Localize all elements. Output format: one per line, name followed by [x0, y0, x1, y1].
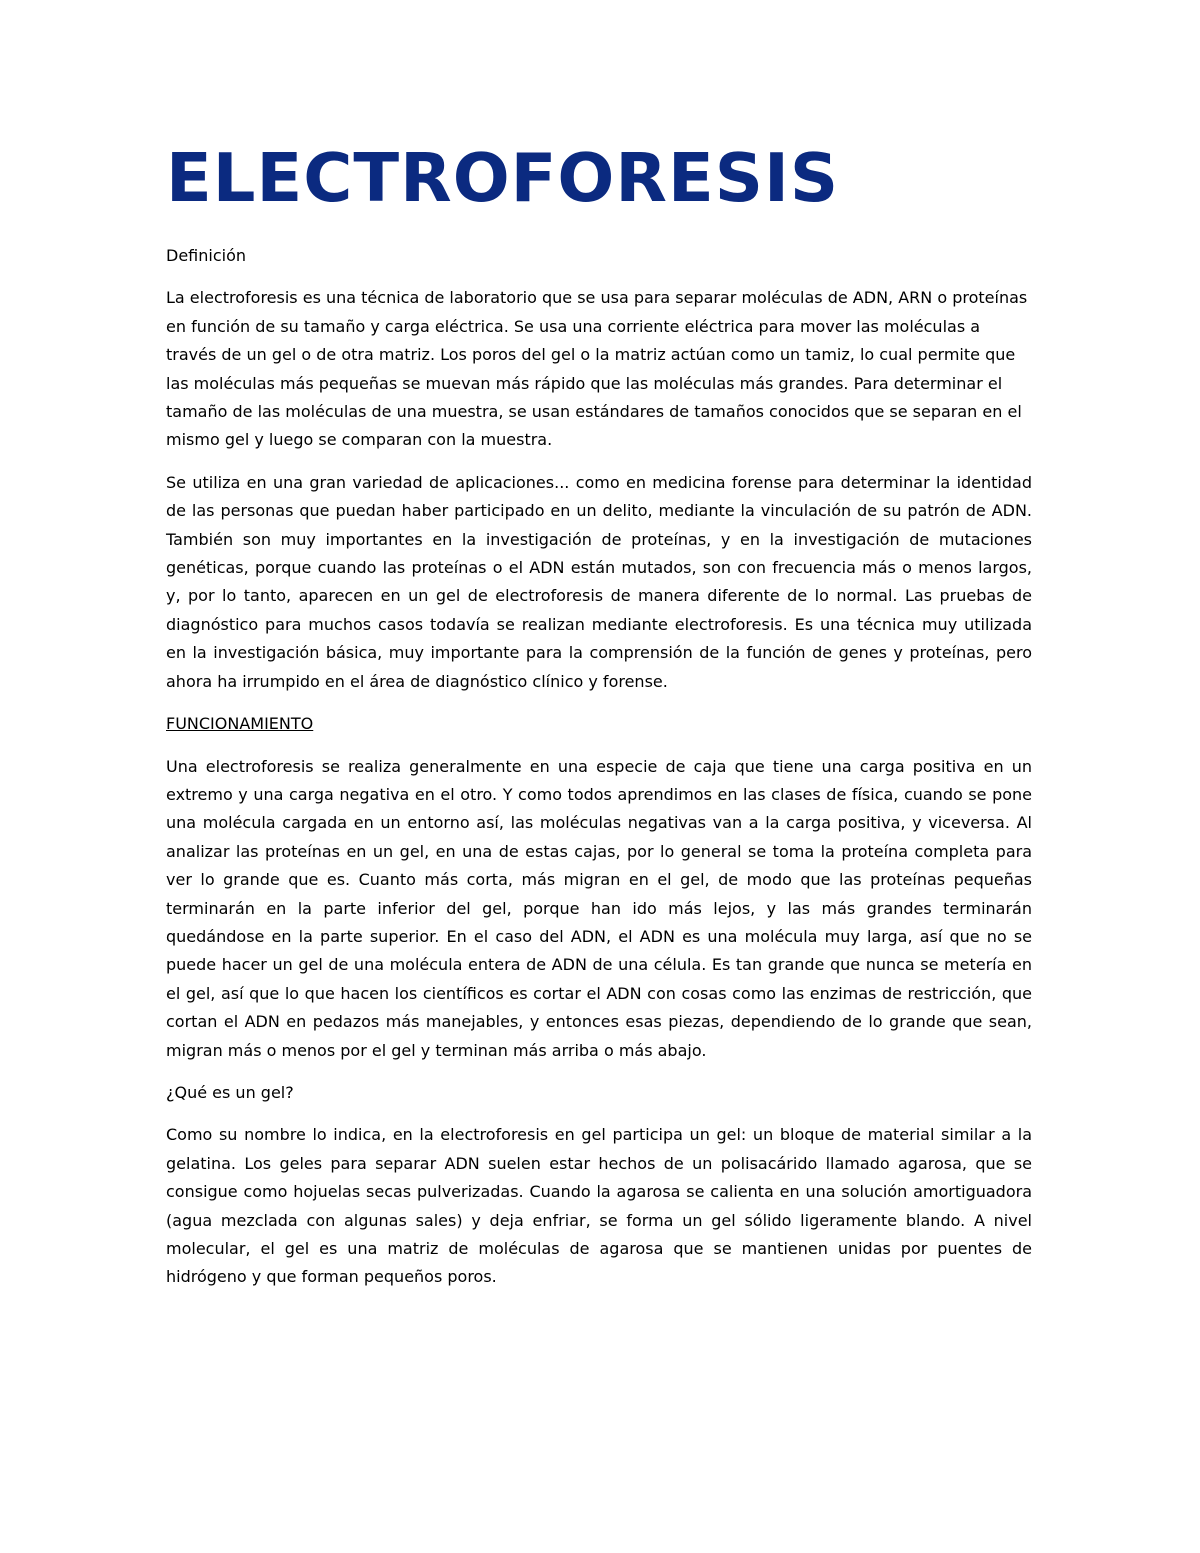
question-heading-gel: ¿Qué es un gel? — [166, 1082, 294, 1102]
paragraph-applications: Se utiliza en una gran variedad de aplicaciones... como en medicina forense para determinar la identidad de las personas que puedan haber participado en un delito, mediante la vinculación de su patrón de ADN. También son muy importantes en la investigación de proteínas, y en la investigación de mutaciones genéticas, porque cuando las proteínas o el ADN están mutados, son con frecuencia más o menos largos, y, por lo tanto, aparecen en un gel de electroforesis de manera diferente de lo normal. Las pruebas de diagnóstico para muchos casos todavía se realizan mediante electroforesis. Es una técnica muy utilizada en la investigación básica, muy importante para la comprensión de la función de genes y proteínas, pero ahora ha irrumpido en el área de diagnóstico clínico y forense. — [166, 472, 1032, 691]
paragraph-funcionamiento: Una electroforesis se realiza generalmente en una especie de caja que tiene una carga positiva en un extremo y una carga negativa en el otro. Y como todos aprendimos en las clases de física, cuando se pone una molécula cargada en un entorno así, las moléculas negativas van a la carga positiva, y viceversa. Al analizar las proteínas en un gel, en una de estas cajas, por lo general se toma la proteína completa para ver lo grande que es. Cuanto más corta, más migran en el gel, de modo que las proteínas pequeñas terminarán en la parte inferior del gel, porque han ido más lejos, y las más grandes terminarán quedándose en la parte superior. En el caso del ADN, el ADN es una molécula muy larga, así que no se puede hacer un gel de una molécula entera de ADN de una célula. Es tan grande que nunca se metería en el gel, así que lo que hacen los científicos es cortar el ADN con cosas como las enzimas de restricción, que cortan el ADN en pedazos más manejables, y entonces esas piezas, dependiendo de lo grande que sean, migran más o menos por el gel y terminan más arriba o más abajo. — [166, 756, 1032, 1060]
paragraph-definition: La electroforesis es una técnica de laboratorio que se usa para separar moléculas de ADN, ARN o proteínas en función de su tamaño y carga eléctrica. Se usa una corriente eléctrica para mover las moléculas a través de un gel o de otra matriz. Los poros del gel o la matriz actúan como un tamiz, lo cual permite que las moléculas más pequeñas se muevan más rápido que las moléculas más grandes. Para determinar el tamaño de las moléculas de una muestra, se usan estándares de tamaños conocidos que se separan en el mismo gel y luego se comparan con la muestra. — [166, 288, 1028, 450]
document-page — [166, 138, 1032, 1292]
section-heading-funcionamiento: FUNCIONAMIENTO — [166, 714, 314, 734]
paragraph-gel: Como su nombre lo indica, en la electroforesis en gel participa un gel: un bloque de material similar a la gelatina. Los geles para separar ADN suelen estar hechos de un polisacárido llamado agarosa, que se consigue como hojuelas secas pulverizadas. Cuando la agarosa se calienta en una solución amortiguadora (agua mezclada con algunas sales) y deja enfriar, se forma un gel sólido ligeramente blando. A nivel molecular, el gel es una matriz de moléculas de agarosa que se mantienen unidas por puentes de hidrógeno y que forman pequeños poros. — [166, 1125, 1032, 1287]
definition-label: Definición — [166, 246, 246, 265]
document-title: ELECTROFORESIS — [166, 139, 840, 217]
